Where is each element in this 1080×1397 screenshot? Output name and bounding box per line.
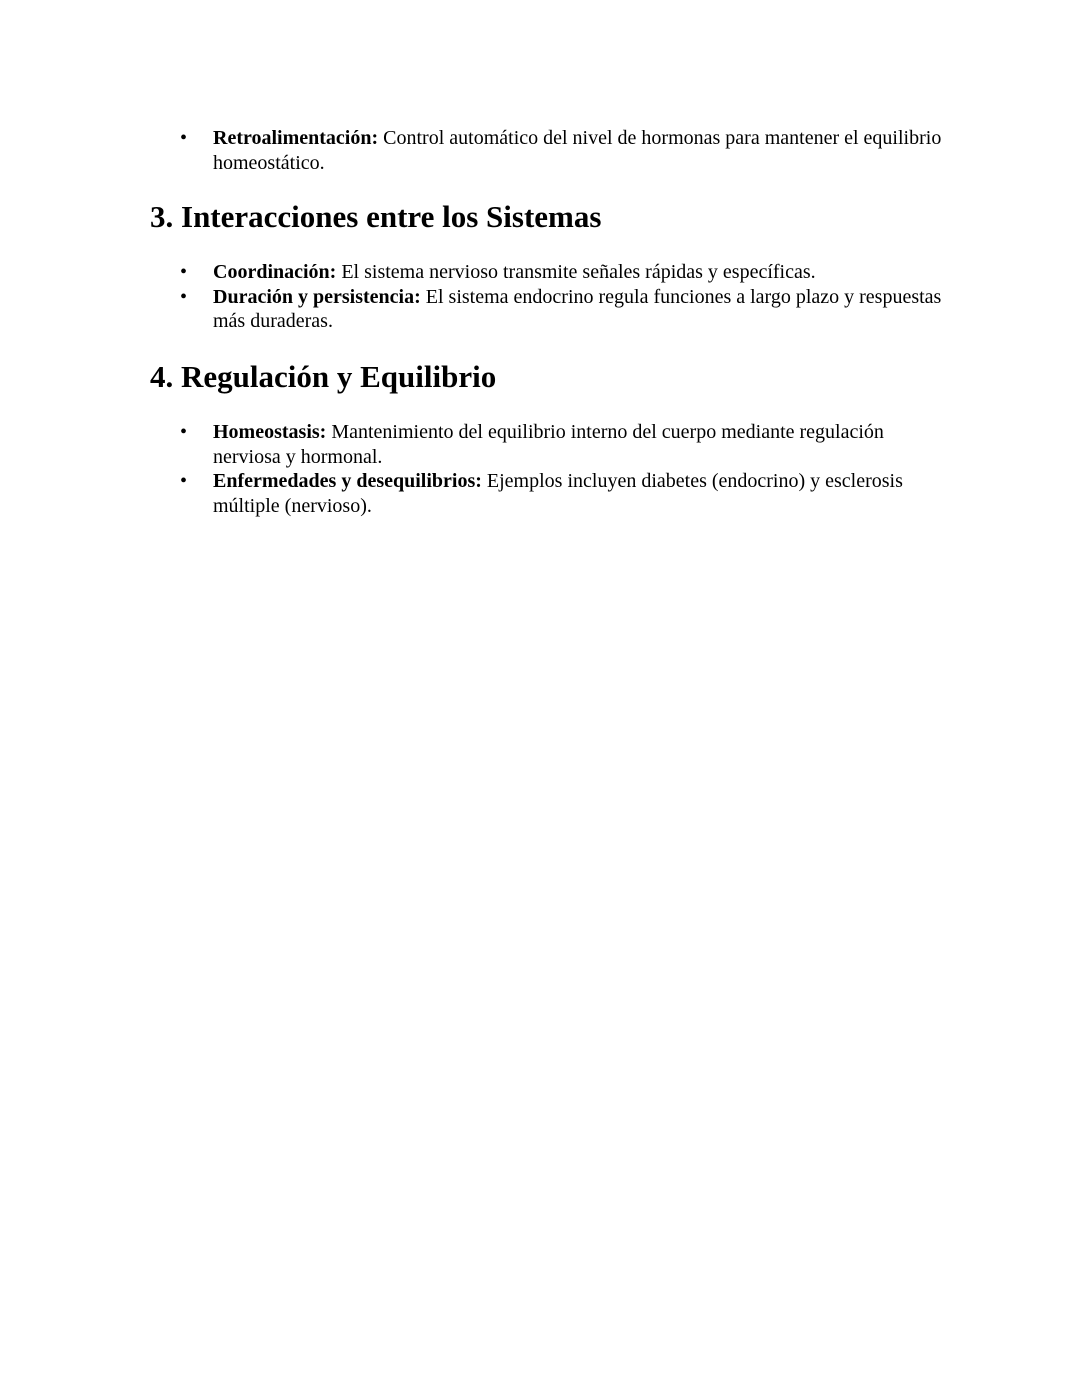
list-item-text: Mantenimiento del equilibrio interno del cuerpo mediante regulación nerviosa y hormonal. — [213, 421, 884, 468]
list-item — [150, 285, 950, 334]
list-item-text: Control automático del nivel de hormonas para mantener el equilibrio homeostático. — [213, 127, 942, 174]
section-heading-4: 4. Regulación y Equilibrio — [150, 359, 497, 394]
list-item — [150, 469, 950, 518]
list-item — [150, 420, 950, 469]
bullet-list-section-3 — [150, 260, 950, 334]
list-item-term: Coordinación: — [213, 261, 337, 283]
list-item-text: Ejemplos incluyen diabetes (endocrino) y esclerosis múltiple (nervioso). — [213, 470, 903, 517]
list-item-term: Homeostasis: — [213, 421, 327, 443]
bullet-icon: • — [180, 285, 188, 308]
bullet-list-section-2-tail — [150, 126, 950, 175]
bullet-icon: • — [180, 127, 188, 149]
bullet-icon: • — [180, 261, 188, 283]
list-item-text: El sistema nervioso transmite señales rápidas y específicas. — [336, 261, 816, 283]
list-item-text: El sistema endocrino regula funciones a largo plazo y respuestas más duraderas. — [213, 285, 942, 332]
bullet-icon: • — [180, 421, 188, 443]
list-item-term: Retroalimentación: — [213, 127, 379, 149]
list-item — [150, 260, 950, 285]
list-item-term: Enfermedades y desequilibrios: — [213, 470, 482, 492]
section-heading-3: 3. Interacciones entre los Sistemas — [150, 199, 602, 234]
bullet-list-section-4 — [150, 420, 950, 518]
list-item — [150, 126, 950, 175]
list-item-term: Duración y persistencia: — [213, 285, 421, 308]
bullet-icon: • — [180, 470, 188, 492]
